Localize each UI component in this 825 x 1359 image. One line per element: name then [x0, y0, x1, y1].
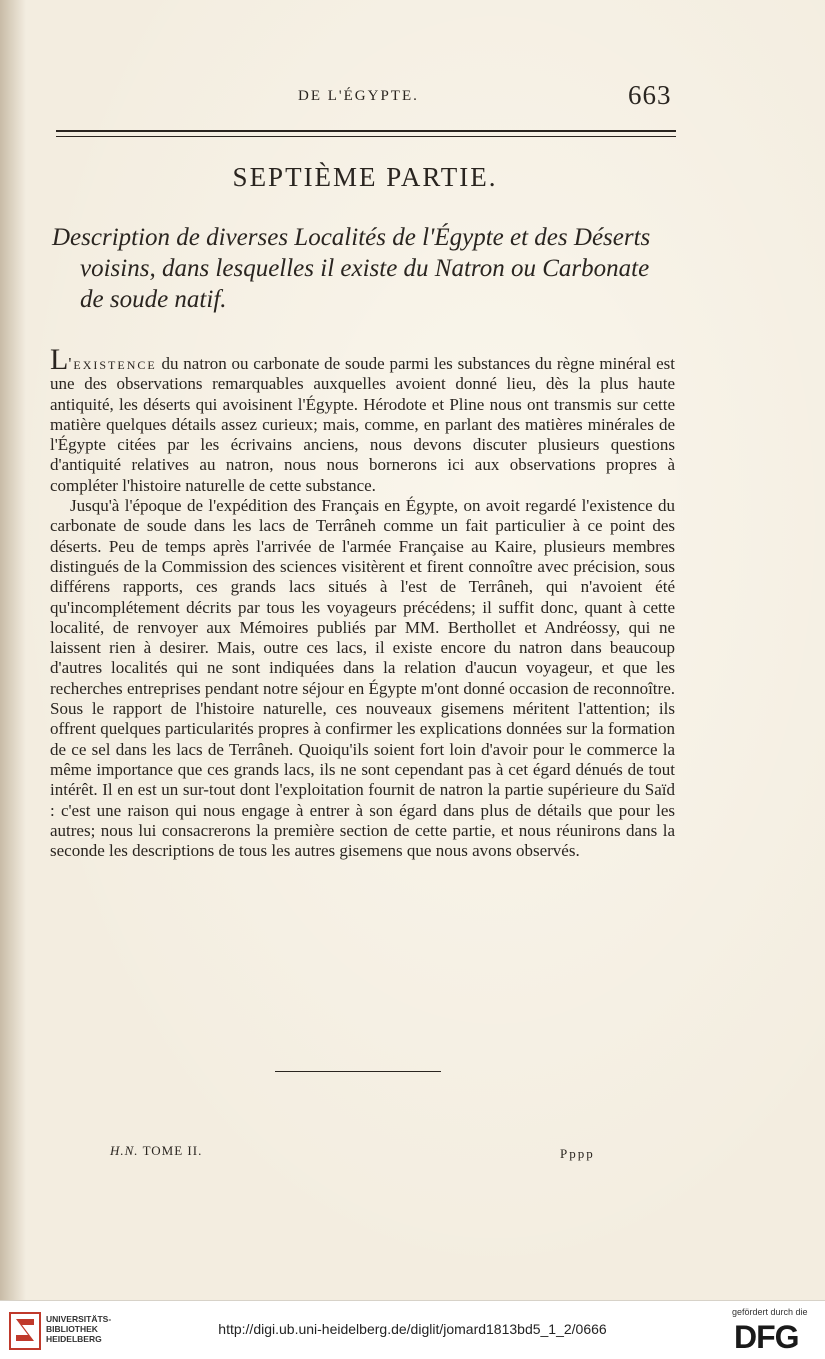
uni-name-line: UNIVERSITÄTS-: [46, 1314, 112, 1324]
header-rule: [56, 130, 676, 132]
subtitle-line: de soude natif.: [80, 286, 227, 313]
volume-footer: [110, 1143, 202, 1159]
paragraph-intro: [50, 343, 675, 496]
library-footer-bar: [0, 1300, 825, 1359]
subtitle-line: voisins, dans lesquelles il existe du Natron ou Carbonate: [80, 255, 650, 282]
dfg-logo[interactable]: DFG: [734, 1319, 799, 1355]
header-rule-thin: [56, 136, 676, 137]
footer-hn: H.N.: [110, 1143, 139, 1158]
uni-name-line: HEIDELBERG: [46, 1334, 102, 1344]
funded-by-label: gefördert durch die: [732, 1307, 808, 1317]
printer-signature: Pppp: [560, 1146, 595, 1161]
uni-name-line: BIBLIOTHEK: [46, 1324, 98, 1334]
end-rule: [275, 1071, 441, 1072]
footer-tome: TOME II.: [142, 1143, 203, 1158]
small-caps-lead: 'existence: [68, 354, 157, 373]
section-subtitle: [52, 222, 677, 315]
page-number: 663: [628, 80, 672, 110]
body-text: [50, 343, 675, 861]
running-title: DE L'ÉGYPTE.: [298, 88, 419, 104]
permalink-url[interactable]: http://digi.ub.uni-heidelberg.de/diglit/jomard1813bd5_1_2/0666: [218, 1321, 607, 1337]
drop-cap: L: [50, 343, 69, 376]
part-title: SEPTIÈME PARTIE.: [232, 162, 498, 192]
paragraph-intro-text: du natron ou carbonate de soude parmi les substances du règne minéral est une des observations remarquables auxquelles avoient donné lieu, dès la plus haute antiquité, les déserts qui avoisinent l'Égypte. Hérodote et Pline nous ont transmis sur cette matière quelques détails assez curieux; mais, comme, en parlant des matières minérales de l'Égypte citées par les écrivains anciens, nous devons discuter plusieurs questions d'antiquité relatives au natron, nous nous bornerons ici aux observations propres à compléter l'histoire naturelle de cette substance.: [50, 354, 675, 495]
subtitle-line: Description de diverses Localités de l'Égypte et des Déserts: [52, 224, 651, 251]
paragraph-main: Jusqu'à l'époque de l'expédition des Français en Égypte, on avoit regardé l'existence du carbonate de soude dans les lacs de Terrâneh comme un fait particulier à ce point des déserts. Peu de temps après l'arrivée de l'armée Française au Kaire, plusieurs membres distingués de la Commission des sciences visitèrent et firent connoître avec précision, sous différens rapports, ces grands lacs situés à l'est de Terrâneh, qui n'avoient été qu'incomplétement décrits par tous les voyageurs précédens; il suffit donc, quant à cette localité, de renvoyer aux Mémoires publiés par MM. Berthollet et Andréossy, qui ne laissent rien à desirer. Mais, outre ces lacs, il existe encore du natron dans beaucoup d'autres localités qui ne sont indiquées dans la relation d'aucun voyageur, et que les recherches entreprises pendant notre séjour en Égypte m'ont donné occasion de reconnoître. Sous le rapport de l'histoire naturelle, ces nouveaux gisemens méritent l'attention; ils offrent quelques particularités propres à confirmer les explications données sur la formation de ce sel dans les lacs de Terrâneh. Quoiqu'ils soient fort loin d'avoir pour le commerce la même importance que ces grands lacs, ils ne sont cependant pas à cet égard dénués de tout intérêt. Il en est un sur-tout dont l'exploitation fournit de natron la partie supérieure du Saïd : c'est une raison qui nous engage à entrer à son égard dans plus de détails que pour les autres; nous lui consacrerons la première section de cette partie, et nous réunirons dans la seconde les descriptions de tous les autres gisemens que nous avons observés.: [50, 496, 675, 861]
